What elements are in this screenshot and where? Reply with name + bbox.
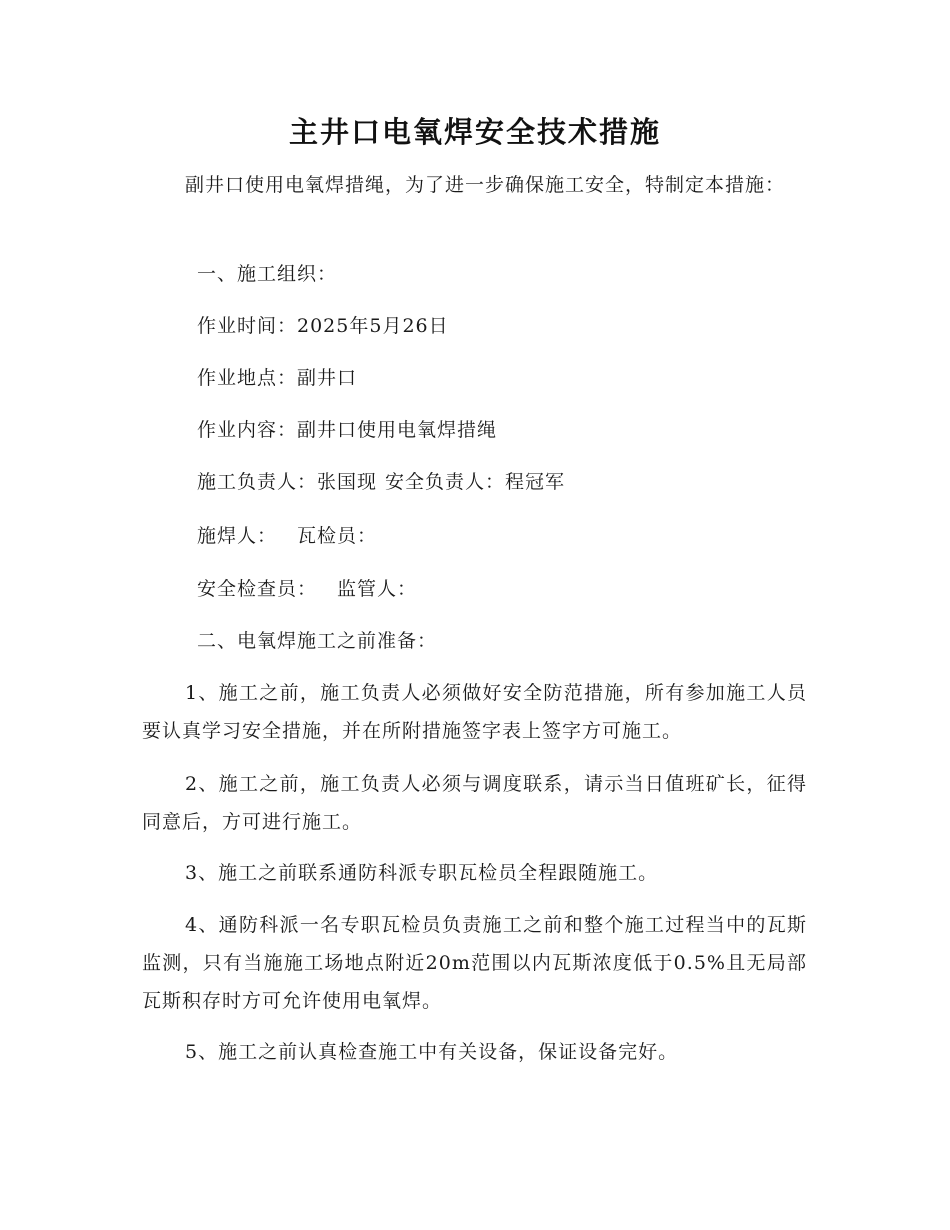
welder-line <box>197 517 377 555</box>
inspector-line <box>197 570 417 608</box>
supervisor-label: 监管人： <box>337 578 418 600</box>
safety-inspector-label: 安全检查员： <box>197 578 318 600</box>
intro-paragraph: 副井口使用电氧焊措绳，为了进一步确保施工安全，特制定本措施： <box>185 174 786 196</box>
prep-item-3: 3、施工之前联系通防科派专职瓦检员全程跟随施工。 <box>185 862 659 884</box>
prep-item-5: 5、施工之前认真检查施工中有关设备，保证设备完好。 <box>185 1041 679 1063</box>
work-content: 作业内容：副井口使用电氧焊措绳 <box>197 419 498 441</box>
construction-leader: 施工负责人：张国现 <box>197 471 378 493</box>
welder-label: 施焊人： <box>197 525 278 547</box>
work-time: 作业时间：2025年5月26日 <box>197 315 449 337</box>
section-1-heading: 一、施工组织： <box>197 263 338 285</box>
gas-inspector-label: 瓦检员： <box>297 525 378 547</box>
prep-item-1: 1、施工之前，施工负责人必须做好安全防范措施，所有参加施工人员要认真学习安全措施，并在所附措施签字表上签字方可施工。 <box>142 682 807 742</box>
work-place: 作业地点：副井口 <box>197 367 358 389</box>
prep-item-2: 2、施工之前，施工负责人必须与调度联系，请示当日值班矿长，征得同意后，方可进行施工。 <box>142 773 807 833</box>
responsible-persons-line <box>197 463 565 501</box>
safety-leader: 安全负责人：程冠军 <box>385 471 566 493</box>
section-2-heading: 二、电氧焊施工之前准备： <box>197 630 438 652</box>
prep-item-4: 4、通防科派一名专职瓦检员负责施工之前和整个施工过程当中的瓦斯监测，只有当施施工场地点附近20m范围以内瓦斯浓度低于0.5%且无局部瓦斯积存时方可允许使用电氧焊。 <box>142 914 807 1012</box>
document-title: 主井口电氧焊安全技术措施 <box>288 115 661 149</box>
